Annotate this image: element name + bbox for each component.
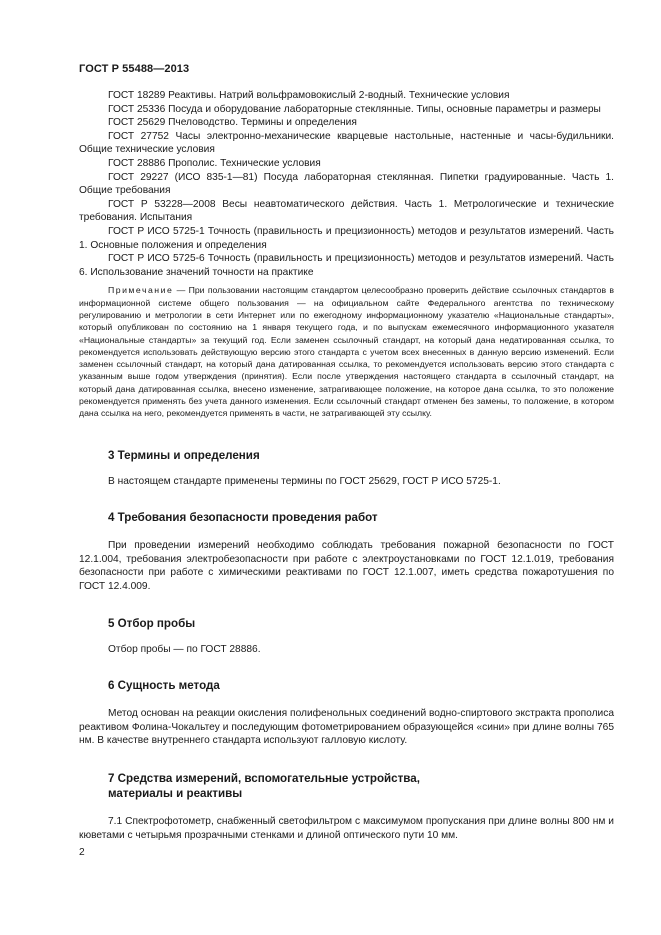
section-4 xyxy=(79,510,614,593)
reference-item: ГОСТ 18289 Реактивы. Натрий вольфрамовокислый 2-водный. Технические условия xyxy=(108,90,510,101)
note-label: Примечание xyxy=(108,285,174,296)
section-5-title: 5 Отбор пробы xyxy=(108,616,196,630)
section-6 xyxy=(79,678,614,748)
reference-item: ГОСТ Р ИСО 5725-1 Точность (правильность и прецизионность) методов и результатов измерений. Часть 1. Основные положения и определения xyxy=(79,225,614,251)
section-7-title-line2: материалы и реактивы xyxy=(108,786,243,800)
page-header-title: ГОСТ Р 55488—2013 xyxy=(79,63,190,75)
reference-item: ГОСТ 29227 (ИСО 835-1—81) Посуда лабораторная стеклянная. Пипетки градуированные. Часть 1. Общие требования xyxy=(79,171,614,197)
section-7-title-line1: 7 Средства измерений, вспомогательные устройства, xyxy=(108,771,420,785)
section-4-text: При проведении измерений необходимо соблюдать требования пожарной безопасности по ГОСТ 12.1.004, требования электробезопасности при работе с электроустановками по ГОСТ 12.1.019, требования безопасности при работе с химическими реактивами по ГОСТ 12.1.007, иметь средства пожаротушения по ГОСТ 12.4.009. xyxy=(79,540,614,592)
section-7-text: 7.1 Спектрофотометр, снабженный светофильтром с максимумом пропускания при длине волны 800 нм и кюветами с четырьмя прозрачными стенками и длиной оптического пути 10 мм. xyxy=(79,815,614,841)
section-3-text: В настоящем стандарте применены термины по ГОСТ 25629, ГОСТ Р ИСО 5725-1. xyxy=(108,475,501,487)
page-number: 2 xyxy=(79,847,85,858)
section-7-title xyxy=(79,771,614,801)
note-text: — При пользовании настоящим стандартом целесообразно проверить действие ссылочных стандартов в информационной системе общего пользования — на официальном сайте Федерального агентства по техническому регулированию и метрологии в сети Интернет или по ежегодному информационному указателю «Национальные стандарты», который опубликован по состоянию на 1 января текущего года, и по выпускам ежемесячного информационного указателя «Национальные стандарты» за текущий год. Если заменен ссылочный стандарт, на который дана недатированная ссылка, то рекомендуется использовать действующую версию этого стандарта с учетом всех внесенных в данную версию изменений. Если заменен ссылочный стандарт, на который дана датированная ссылка, то рекомендуется использовать версию этого стандарта с указанным выше годом утверждения (принятия). Если после утверждения настоящего стандарта в ссылочный стандарт, на который дана датированная ссылка, внесено изменение, затрагивающее положение, на которое дана ссылка, то это положение рекомендуется применять без учета данного изменения. Если ссылочный стандарт отменен без замены, то положение, в котором дана ссылка на него, рекомендуется применять в части, не затрагивающей эту ссылку. xyxy=(79,285,615,419)
section-7 xyxy=(79,771,614,842)
reference-item: ГОСТ 27752 Часы электронно-механические кварцевые настольные, настенные и часы-будильники. Общие технические условия xyxy=(79,130,614,156)
section-3 xyxy=(79,448,614,489)
section-5 xyxy=(79,616,614,657)
reference-item: ГОСТ 25629 Пчеловодство. Термины и определения xyxy=(108,117,357,129)
reference-item: ГОСТ 25336 Посуда и оборудование лабораторные стеклянные. Типы, основные параметры и размеры xyxy=(108,103,601,115)
reference-item: ГОСТ Р 53228—2008 Весы неавтоматического действия. Часть 1. Метрологические и технические требования. Испытания xyxy=(79,198,614,224)
section-6-title: 6 Сущность метода xyxy=(108,679,220,693)
section-6-text: Метод основан на реакции окисления полифенольных соединений водно-спиртового экстракта прополиса реактивом Фолина-Чокальтеу и последующим фотометрированием образующейся «сини» при длине волны 765 нм. В качестве внутреннего стандарта используют галловую кислоту. xyxy=(79,708,614,747)
section-5-text: Отбор пробы — по ГОСТ 28886. xyxy=(108,643,261,655)
section-3-title: 3 Термины и определения xyxy=(108,448,260,462)
note-paragraph xyxy=(79,284,614,419)
reference-item: ГОСТ Р ИСО 5725-6 Точность (правильность и прецизионность) методов и результатов измерений. Часть 6. Использование значений точности на практике xyxy=(79,253,614,278)
normative-references-list xyxy=(79,89,614,279)
reference-item: ГОСТ 28886 Прополис. Технические условия xyxy=(108,157,321,169)
section-4-title: 4 Требования безопасности проведения работ xyxy=(108,511,378,525)
page-content xyxy=(79,89,614,842)
